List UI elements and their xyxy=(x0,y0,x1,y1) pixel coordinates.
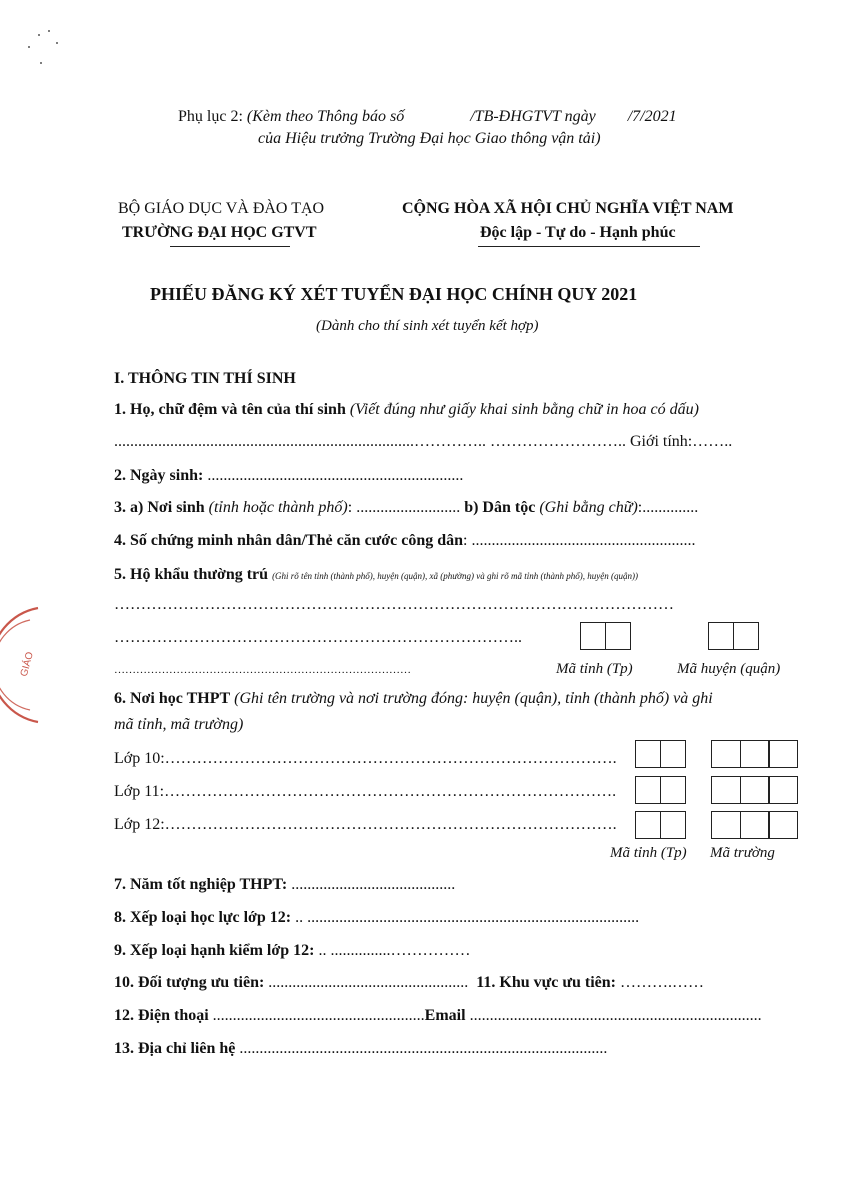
field-full-name xyxy=(114,401,699,419)
code-box[interactable] xyxy=(740,740,770,768)
field-label: 6. Nơi học THPT xyxy=(114,690,231,707)
residence-entry-line-1[interactable]: …………………………………………………………………………………………… xyxy=(114,596,674,613)
field-label-email: Email xyxy=(424,1007,466,1024)
field-label: 8. Xếp loại học lực lớp 12: xyxy=(114,909,292,926)
appendix-reference: (Kèm theo Thông báo số xyxy=(246,108,405,125)
place-of-birth-entry[interactable]: : .......................... xyxy=(347,499,461,516)
code-box[interactable] xyxy=(740,811,770,839)
province-code-caption: Mã tỉnh (Tp) xyxy=(556,661,633,677)
field-note: (Ghi bằng chữ) xyxy=(539,499,638,516)
field-note: (Viết đúng như giấy khai sinh bằng chữ in hoa có dấu) xyxy=(349,401,699,418)
ethnicity-entry[interactable]: :.............. xyxy=(637,499,699,516)
full-name-entry-line[interactable]: ...........................................................................………….. …………………….. Giới tính:…….. xyxy=(114,433,733,450)
code-box[interactable] xyxy=(605,622,631,650)
field-label: 4. Số chứng minh nhân dân/Thẻ căn cước công dân xyxy=(114,532,464,549)
grade-10-school-code-boxes[interactable] xyxy=(711,740,798,768)
section-heading: I. THÔNG TIN THÍ SINH xyxy=(114,370,296,387)
scan-speck xyxy=(38,34,40,36)
code-box[interactable] xyxy=(635,811,661,839)
district-code-caption: Mã huyện (quận) xyxy=(677,661,781,677)
grade-10-entry[interactable]: Lớp 10:…………………………………………………………………………. xyxy=(114,750,617,767)
grade-12-school-code-boxes[interactable] xyxy=(711,811,798,839)
field-id-number xyxy=(114,532,696,550)
code-box[interactable] xyxy=(708,622,734,650)
field-label-region: 11. Khu vực ưu tiên: xyxy=(476,974,616,991)
field-label: 10. Đối tượng ưu tiên: xyxy=(114,974,265,991)
university-name: TRƯỜNG ĐẠI HỌC GTVT xyxy=(122,224,317,241)
field-label: 3. a) Nơi sinh xyxy=(114,499,205,516)
code-box[interactable] xyxy=(635,776,661,804)
national-motto: Độc lập - Tự do - Hạnh phúc xyxy=(480,224,676,241)
ministry-name: BỘ GIÁO DỤC VÀ ĐÀO TẠO xyxy=(118,200,325,217)
grade-11-province-code-boxes[interactable] xyxy=(635,776,686,804)
phone-entry[interactable]: ..................................................... xyxy=(208,1007,425,1024)
stamp-text: GIÁO xyxy=(18,650,36,678)
field-academic-rank xyxy=(114,909,639,927)
code-box[interactable] xyxy=(580,622,606,650)
field-phone-email xyxy=(114,1007,762,1025)
appendix-code: /TB-ĐHGTVT ngày xyxy=(470,108,596,125)
form-subtitle: (Dành cho thí sinh xét tuyển kết hợp) xyxy=(316,318,539,334)
field-place-of-birth xyxy=(114,499,698,517)
motto-underline xyxy=(478,246,700,247)
field-conduct-rank xyxy=(114,942,470,960)
contact-address-entry[interactable]: ............................................................................................ xyxy=(235,1040,608,1057)
code-box[interactable] xyxy=(660,740,686,768)
scan-speck xyxy=(28,46,30,48)
academic-rank-entry[interactable]: .. ................................................................................... xyxy=(291,909,640,926)
appendix-date: /7/2021 xyxy=(627,108,677,125)
school-province-code-caption: Mã tỉnh (Tp) xyxy=(610,845,687,861)
official-stamp xyxy=(0,600,60,730)
scan-speck xyxy=(48,30,50,32)
school-code-caption: Mã trường xyxy=(710,845,775,861)
field-date-of-birth xyxy=(114,467,463,485)
form-title: PHIẾU ĐĂNG KÝ XÉT TUYỂN ĐẠI HỌC CHÍNH QUY 2021 xyxy=(150,284,638,304)
field-label: 12. Điện thoại xyxy=(114,1007,209,1024)
residence-entry-line-2[interactable]: ………………………………………………………………….. xyxy=(114,629,522,646)
code-box[interactable] xyxy=(635,740,661,768)
email-entry[interactable]: ......................................................................... xyxy=(465,1007,762,1024)
priority-group-entry[interactable]: .................................................. xyxy=(264,974,469,991)
code-box[interactable] xyxy=(768,740,798,768)
date-of-birth-entry[interactable]: ................................................................ xyxy=(203,467,464,484)
code-box[interactable] xyxy=(660,811,686,839)
priority-region-entry[interactable]: ……….…… xyxy=(615,974,704,991)
appendix-label: Phụ lục 2: xyxy=(178,108,243,125)
code-box[interactable] xyxy=(740,776,770,804)
id-number-entry[interactable]: : ........................................................ xyxy=(463,532,696,549)
field-label: 5. Hộ khẩu thường trú xyxy=(114,566,269,583)
code-box[interactable] xyxy=(660,776,686,804)
field-label: 7. Năm tốt nghiệp THPT: xyxy=(114,876,288,893)
field-note-continued: mã tỉnh, mã trường) xyxy=(114,716,244,733)
code-box[interactable] xyxy=(768,776,798,804)
field-note: (tỉnh hoặc thành phố) xyxy=(208,499,348,516)
grade-11-entry[interactable]: Lớp 11:…………………………………………………………………………. xyxy=(114,783,617,800)
field-permanent-residence xyxy=(114,566,638,584)
field-label: 2. Ngày sinh: xyxy=(114,467,204,484)
code-box[interactable] xyxy=(711,811,741,839)
scan-speck xyxy=(56,42,58,44)
field-high-school xyxy=(114,690,713,708)
residence-province-code-boxes[interactable] xyxy=(580,622,631,650)
grade-11-school-code-boxes[interactable] xyxy=(711,776,798,804)
field-contact-address xyxy=(114,1040,607,1058)
code-box[interactable] xyxy=(711,740,741,768)
appendix-line-2: của Hiệu trưởng Trường Đại học Giao thông vận tải) xyxy=(258,130,601,147)
grade-12-entry[interactable]: Lớp 12:…………………………………………………………………………. xyxy=(114,816,617,833)
appendix-line-1 xyxy=(178,108,677,126)
university-underline xyxy=(170,246,290,247)
field-note: (Ghi rõ tên tỉnh (thành phố), huyện (quận), xã (phường) và ghi rõ mã tỉnh (thành phố), huyện (quận)) xyxy=(272,571,638,581)
field-graduation-year xyxy=(114,876,455,894)
republic-name: CỘNG HÒA XÃ HỘI CHỦ NGHĨA VIỆT NAM xyxy=(402,200,734,217)
code-box[interactable] xyxy=(733,622,759,650)
code-box[interactable] xyxy=(768,811,798,839)
code-box[interactable] xyxy=(711,776,741,804)
grade-12-province-code-boxes[interactable] xyxy=(635,811,686,839)
residence-entry-line-3[interactable]: ……………………………………………………………………… xyxy=(114,664,411,676)
field-label: 13. Địa chỉ liên hệ xyxy=(114,1040,236,1057)
field-priority xyxy=(114,974,704,992)
field-label-ethnicity: b) Dân tộc xyxy=(464,499,536,516)
grade-10-province-code-boxes[interactable] xyxy=(635,740,686,768)
residence-district-code-boxes[interactable] xyxy=(708,622,759,650)
field-note: (Ghi tên trường và nơi trường đóng: huyện (quận), tỉnh (thành phố) và ghi xyxy=(234,690,713,707)
field-label: 1. Họ, chữ đệm và tên của thí sinh xyxy=(114,401,346,418)
graduation-year-entry[interactable]: ......................................... xyxy=(287,876,456,893)
conduct-rank-entry[interactable]: .. ...............…………… xyxy=(314,942,471,959)
scan-speck xyxy=(40,62,42,64)
field-label: 9. Xếp loại hạnh kiểm lớp 12: xyxy=(114,942,315,959)
